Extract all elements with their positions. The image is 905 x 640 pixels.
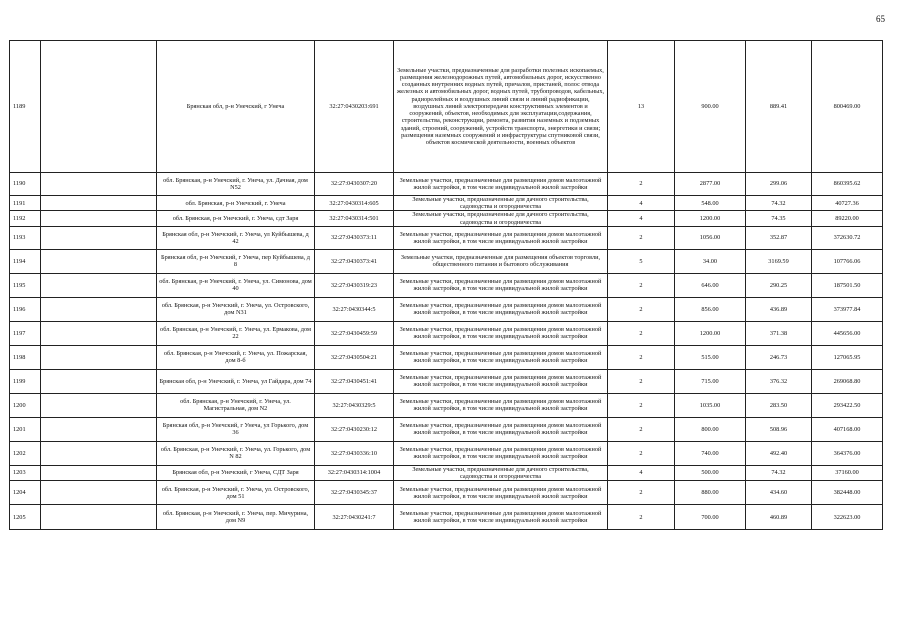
address-cell: обл. Брянская, р-н Унечский, г. Унеча, ул. Островского, дом N31 [157, 297, 315, 321]
row-number: 1198 [10, 345, 41, 369]
table-row [10, 249, 883, 273]
land-type-cell: 13 [608, 41, 675, 173]
specific-value-cell: 299.06 [746, 173, 812, 196]
cadastral-value-cell: 127065.95 [812, 345, 883, 369]
cadastral-number-cell: 32:27:0430307:20 [315, 173, 394, 196]
cadastral-value-cell: 445656.00 [812, 321, 883, 345]
cadastral-number-cell: 32:27:0430345:37 [315, 481, 394, 505]
land-type-cell: 2 [608, 173, 675, 196]
table-row [10, 321, 883, 345]
specific-value-cell: 290.25 [746, 273, 812, 297]
table-row [10, 345, 883, 369]
table-row [10, 297, 883, 321]
table-body [10, 41, 883, 530]
land-type-cell: 2 [608, 481, 675, 505]
row-number: 1194 [10, 249, 41, 273]
cadastral-number-cell: 32:27:0430314:1004 [315, 465, 394, 480]
cadastral-number-cell: 32:27:0430314:605 [315, 196, 394, 211]
specific-value-cell: 508.96 [746, 417, 812, 441]
page-number: 65 [876, 14, 885, 24]
row-number: 1201 [10, 417, 41, 441]
land-purpose-cell: Земельные участки, предназначенные для размещения домов малоэтажной жилой застройки, в том числе индивидуальной жилой застройки [394, 505, 608, 530]
land-type-cell: 2 [608, 441, 675, 465]
area-cell: 700.00 [675, 505, 746, 530]
table-row [10, 465, 883, 480]
area-cell: 515.00 [675, 345, 746, 369]
area-cell: 1035.00 [675, 393, 746, 417]
empty-cell [41, 393, 157, 417]
address-cell: обл. Брянская, р-н Унечский, г. Унеча, ул. Пожарская, дом 8-б [157, 345, 315, 369]
address-cell: обл. Брянская, р-н Унечский, г. Унеча, ул. Горького, дом N 82 [157, 441, 315, 465]
cadastral-number-cell: 32:27:0430344:5 [315, 297, 394, 321]
row-number: 1196 [10, 297, 41, 321]
address-cell: Брянская обл, р-н Унечский, г Унеча [157, 41, 315, 173]
specific-value-cell: 74.35 [746, 211, 812, 226]
land-purpose-cell: Земельные участки, предназначенные для размещения домов малоэтажной жилой застройки, в том числе индивидуальной жилой застройки [394, 173, 608, 196]
land-type-cell: 2 [608, 369, 675, 393]
specific-value-cell: 74.32 [746, 196, 812, 211]
cadastral-value-cell: 37160.00 [812, 465, 883, 480]
specific-value-cell: 434.60 [746, 481, 812, 505]
empty-cell [41, 465, 157, 480]
cadastral-value-cell: 860395.62 [812, 173, 883, 196]
cadastral-value-cell: 372630.72 [812, 226, 883, 249]
table-row [10, 481, 883, 505]
row-number: 1200 [10, 393, 41, 417]
land-registry-table [9, 40, 883, 530]
area-cell: 1200.00 [675, 211, 746, 226]
row-number: 1204 [10, 481, 41, 505]
address-cell: обл. Брянская, р-н Унечский, г. Унеча [157, 196, 315, 211]
cadastral-value-cell: 89220.00 [812, 211, 883, 226]
land-purpose-cell: Земельные участки, предназначенные для размещения домов малоэтажной жилой застройки, в том числе индивидуальной жилой застройки [394, 393, 608, 417]
land-type-cell: 2 [608, 321, 675, 345]
cadastral-number-cell: 32:27:0430319:23 [315, 273, 394, 297]
area-cell: 646.00 [675, 273, 746, 297]
land-purpose-cell: Земельные участки, предназначенные для размещения домов малоэтажной жилой застройки, в том числе индивидуальной жилой застройки [394, 273, 608, 297]
cadastral-value-cell: 107766.06 [812, 249, 883, 273]
cadastral-number-cell: 32:27:0430241:7 [315, 505, 394, 530]
address-cell: обл. Брянская, р-н Унечский, г. Унеча, ул. Дачная, дом N52 [157, 173, 315, 196]
empty-cell [41, 369, 157, 393]
empty-cell [41, 505, 157, 530]
specific-value-cell: 460.89 [746, 505, 812, 530]
land-purpose-cell: Земельные участки, предназначенные для дачного строительства, садоводства и огородничества [394, 465, 608, 480]
row-number: 1205 [10, 505, 41, 530]
address-cell: обл. Брянская, р-н Унечский, г. Унеча, ул. Островского, дом 51 [157, 481, 315, 505]
empty-cell [41, 211, 157, 226]
address-cell: обл. Брянская, р-н Унечский, г. Унеча, ул. Симонова, дом 40 [157, 273, 315, 297]
area-cell: 715.00 [675, 369, 746, 393]
row-number: 1195 [10, 273, 41, 297]
land-type-cell: 2 [608, 273, 675, 297]
cadastral-value-cell: 364376.00 [812, 441, 883, 465]
area-cell: 900.00 [675, 41, 746, 173]
address-cell: обл. Брянская, р-н Унечский, г. Унеча, пер. Мичурина, дом N9 [157, 505, 315, 530]
cadastral-number-cell: 32:27:0430314:501 [315, 211, 394, 226]
land-type-cell: 5 [608, 249, 675, 273]
area-cell: 34.00 [675, 249, 746, 273]
land-type-cell: 2 [608, 345, 675, 369]
row-number: 1190 [10, 173, 41, 196]
land-type-cell: 2 [608, 505, 675, 530]
empty-cell [41, 196, 157, 211]
table-row [10, 173, 883, 196]
table-row [10, 505, 883, 530]
cadastral-number-cell: 32:27:0430451:41 [315, 369, 394, 393]
cadastral-value-cell: 40727.36 [812, 196, 883, 211]
specific-value-cell: 371.38 [746, 321, 812, 345]
cadastral-value-cell: 373977.84 [812, 297, 883, 321]
land-purpose-cell: Земельные участки, предназначенные для дачного строительства, садоводства и огородничества [394, 196, 608, 211]
address-cell: Брянская обл, р-н Унечский, г Унеча, пер Куйбышева, д 8 [157, 249, 315, 273]
specific-value-cell: 74.32 [746, 465, 812, 480]
row-number: 1189 [10, 41, 41, 173]
cadastral-number-cell: 32:27:0430203:691 [315, 41, 394, 173]
empty-cell [41, 173, 157, 196]
row-number: 1202 [10, 441, 41, 465]
row-number: 1199 [10, 369, 41, 393]
empty-cell [41, 249, 157, 273]
cadastral-value-cell: 800469.00 [812, 41, 883, 173]
table-row [10, 369, 883, 393]
cadastral-number-cell: 32:27:0430459:59 [315, 321, 394, 345]
address-cell: обл. Брянская, р-н Унечский, г. Унеча, ул. Магистральная, дом N2 [157, 393, 315, 417]
land-purpose-cell: Земельные участки, предназначенные для размещения домов малоэтажной жилой застройки, в том числе индивидуальной жилой застройки [394, 417, 608, 441]
cadastral-value-cell: 269068.80 [812, 369, 883, 393]
land-purpose-cell: Земельные участки, предназначенные для размещения домов малоэтажной жилой застройки, в том числе индивидуальной жилой застройки [394, 297, 608, 321]
area-cell: 880.00 [675, 481, 746, 505]
cadastral-number-cell: 32:27:0430336:10 [315, 441, 394, 465]
land-type-cell: 2 [608, 297, 675, 321]
land-purpose-cell: Земельные участки, предназначенные для размещения домов малоэтажной жилой застройки, в том числе индивидуальной жилой застройки [394, 441, 608, 465]
specific-value-cell: 3169.59 [746, 249, 812, 273]
cadastral-value-cell: 407168.00 [812, 417, 883, 441]
address-cell: обл. Брянская, р-н Унечский, г. Унеча, сдт Заря [157, 211, 315, 226]
table-row [10, 273, 883, 297]
land-purpose-cell: Земельные участки, предназначенные для размещения домов малоэтажной жилой застройки, в том числе индивидуальной жилой застройки [394, 481, 608, 505]
empty-cell [41, 321, 157, 345]
area-cell: 800.00 [675, 417, 746, 441]
table-row [10, 211, 883, 226]
land-type-cell: 2 [608, 393, 675, 417]
land-type-cell: 4 [608, 465, 675, 480]
land-type-cell: 2 [608, 226, 675, 249]
cadastral-number-cell: 32:27:0430373:11 [315, 226, 394, 249]
table-row [10, 441, 883, 465]
address-cell: Брянская обл, р-н Унечский, г. Унеча, ул Куйбышева, д 42 [157, 226, 315, 249]
specific-value-cell: 352.87 [746, 226, 812, 249]
land-purpose-cell: Земельные участки, предназначенные для размещения домов малоэтажной жилой застройки, в том числе индивидуальной жилой застройки [394, 345, 608, 369]
empty-cell [41, 41, 157, 173]
empty-cell [41, 481, 157, 505]
land-purpose-cell: Земельные участки, предназначенные для размещения домов малоэтажной жилой застройки, в том числе индивидуальной жилой застройки [394, 321, 608, 345]
table-row [10, 417, 883, 441]
table-row [10, 393, 883, 417]
specific-value-cell: 246.73 [746, 345, 812, 369]
address-cell: Брянская обл, р-н Унечский, г. Унеча, ул Гайдара, дом 74 [157, 369, 315, 393]
specific-value-cell: 492.40 [746, 441, 812, 465]
cadastral-number-cell: 32:27:0430329:5 [315, 393, 394, 417]
cadastral-value-cell: 322623.00 [812, 505, 883, 530]
empty-cell [41, 417, 157, 441]
land-purpose-cell: Земельные участки, предназначенные для дачного строительства, садоводства и огородничества [394, 211, 608, 226]
empty-cell [41, 297, 157, 321]
empty-cell [41, 273, 157, 297]
address-cell: Брянская обл, р-н Унечский, г Унеча, СДТ Заря [157, 465, 315, 480]
land-purpose-cell: Земельные участки, предназначенные для разработки полезных ископаемых, размещения железнодорожных путей, автомобильных дорог, искусственно созданных внутренних водных путей, причалов, пристаней, полос отвода железных и автомобильных дорог, водных путей, трубопроводов, кабельных, радиорелейных и воздушных линий связи и линий радиофикации, воздушных линий электропередачи конструктивных элементов и сооружений, объектов, необходимых для эксплуатации,содержания, строительства, реконструкции, ремонта, развития наземных и подземных зданий, строений, сооружений, устройств транспорта, энергетики и связи; размещения наземных сооружений и инфраструктуры спутниковой связи, объектов космической деятельности, военных объектов [394, 41, 608, 173]
cadastral-number-cell: 32:27:0430504:21 [315, 345, 394, 369]
address-cell: Брянская обл, р-н Унечский, г Унеча, ул Горького, дом 36 [157, 417, 315, 441]
table-row [10, 226, 883, 249]
cadastral-number-cell: 32:27:0430230:12 [315, 417, 394, 441]
specific-value-cell: 283.50 [746, 393, 812, 417]
row-number: 1191 [10, 196, 41, 211]
empty-cell [41, 441, 157, 465]
cadastral-value-cell: 293422.50 [812, 393, 883, 417]
land-type-cell: 4 [608, 211, 675, 226]
address-cell: обл. Брянская, р-н Унечский, г. Унеча, ул. Ермакова, дом 22 [157, 321, 315, 345]
land-purpose-cell: Земельные участки, предназначенные для размещения домов малоэтажной жилой застройки, в том числе индивидуальной жилой застройки [394, 369, 608, 393]
row-number: 1192 [10, 211, 41, 226]
table-row [10, 196, 883, 211]
area-cell: 1056.00 [675, 226, 746, 249]
area-cell: 856.00 [675, 297, 746, 321]
cadastral-value-cell: 187501.50 [812, 273, 883, 297]
cadastral-value-cell: 382448.00 [812, 481, 883, 505]
land-type-cell: 4 [608, 196, 675, 211]
row-number: 1203 [10, 465, 41, 480]
empty-cell [41, 345, 157, 369]
cadastral-number-cell: 32:27:0430373:41 [315, 249, 394, 273]
area-cell: 500.00 [675, 465, 746, 480]
empty-cell [41, 226, 157, 249]
specific-value-cell: 436.89 [746, 297, 812, 321]
specific-value-cell: 376.32 [746, 369, 812, 393]
table-row [10, 41, 883, 173]
area-cell: 1200.00 [675, 321, 746, 345]
area-cell: 548.00 [675, 196, 746, 211]
land-purpose-cell: Земельные участки, предназначенные для размещения объектов торговли, общественного питания и бытового обслуживания [394, 249, 608, 273]
row-number: 1197 [10, 321, 41, 345]
land-purpose-cell: Земельные участки, предназначенные для размещения домов малоэтажной жилой застройки, в том числе индивидуальной жилой застройки [394, 226, 608, 249]
row-number: 1193 [10, 226, 41, 249]
specific-value-cell: 889.41 [746, 41, 812, 173]
land-type-cell: 2 [608, 417, 675, 441]
area-cell: 2877.00 [675, 173, 746, 196]
area-cell: 740.00 [675, 441, 746, 465]
